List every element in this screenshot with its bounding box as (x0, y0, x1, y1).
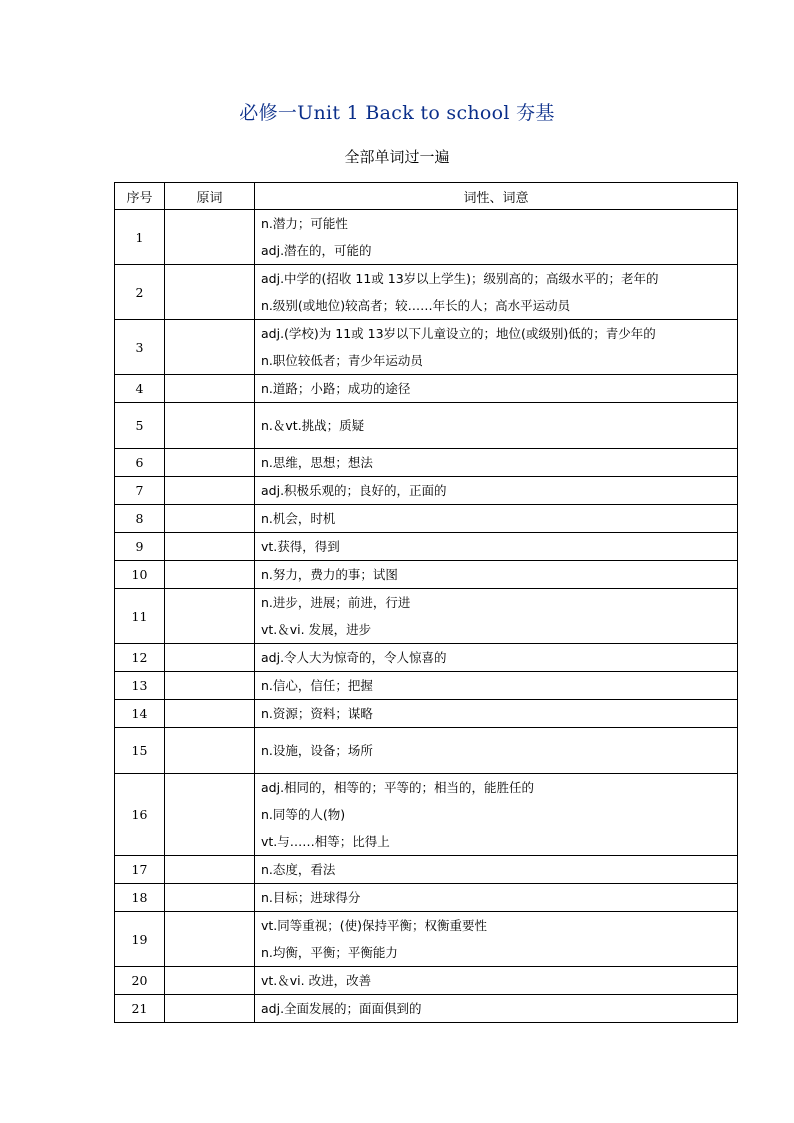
table-row (115, 856, 738, 884)
meaning-line: vt.＆vi. 发展，进步 (261, 622, 372, 637)
row-number: 6 (115, 449, 165, 477)
header-number: 序号 (115, 183, 165, 210)
meaning-cell (255, 856, 738, 884)
table-row (115, 700, 738, 728)
header-word: 原词 (165, 183, 255, 210)
table-row (115, 672, 738, 700)
table-row (115, 728, 738, 774)
table-row (115, 477, 738, 505)
table-row (115, 589, 738, 644)
row-number: 9 (115, 533, 165, 561)
header-meaning: 词性、词意 (255, 183, 738, 210)
meaning-line: n.资源；资料；谋略 (261, 706, 373, 721)
row-number: 8 (115, 505, 165, 533)
word-cell[interactable] (165, 967, 255, 995)
meaning-line: n.努力，费力的事；试图 (261, 567, 398, 582)
meaning-cell (255, 375, 738, 403)
meaning-cell (255, 403, 738, 449)
vocabulary-table (114, 182, 738, 1023)
meaning-line: n.设施，设备；场所 (261, 743, 373, 758)
meaning-line: adj.(学校)为 11或 13岁以下儿童设立的；地位(或级别)低的；青少年的 (261, 326, 656, 341)
word-cell[interactable] (165, 644, 255, 672)
word-cell[interactable] (165, 856, 255, 884)
meaning-cell (255, 210, 738, 265)
row-number: 4 (115, 375, 165, 403)
row-number: 3 (115, 320, 165, 375)
meaning-cell (255, 774, 738, 856)
table-row (115, 644, 738, 672)
row-number: 1 (115, 210, 165, 265)
meaning-cell (255, 265, 738, 320)
meaning-line: adj.全面发展的；面面俱到的 (261, 1001, 422, 1016)
table-row (115, 265, 738, 320)
meaning-line: n.道路；小路；成功的途径 (261, 381, 411, 396)
word-cell[interactable] (165, 449, 255, 477)
meaning-line: n.职位较低者；青少年运动员 (261, 353, 423, 368)
row-number: 21 (115, 995, 165, 1023)
word-cell[interactable] (165, 589, 255, 644)
meaning-cell (255, 505, 738, 533)
word-cell[interactable] (165, 533, 255, 561)
row-number: 13 (115, 672, 165, 700)
meaning-cell (255, 477, 738, 505)
meaning-line: adj.潜在的，可能的 (261, 243, 372, 258)
meaning-line: adj.令人大为惊奇的，令人惊喜的 (261, 650, 447, 665)
row-number: 16 (115, 774, 165, 856)
row-number: 11 (115, 589, 165, 644)
table-body (115, 210, 738, 1023)
meaning-line: n.进步，进展；前进，行进 (261, 595, 411, 610)
meaning-line: vt.同等重视；(使)保持平衡；权衡重要性 (261, 918, 488, 933)
word-cell[interactable] (165, 884, 255, 912)
meaning-line: adj.积极乐观的；良好的，正面的 (261, 483, 447, 498)
meaning-cell (255, 533, 738, 561)
meaning-line: n.同等的人(物) (261, 807, 346, 822)
table-row (115, 912, 738, 967)
word-cell[interactable] (165, 505, 255, 533)
row-number: 18 (115, 884, 165, 912)
row-number: 19 (115, 912, 165, 967)
meaning-line: n.潜力；可能性 (261, 216, 348, 231)
table-row (115, 375, 738, 403)
meaning-line: n.目标；进球得分 (261, 890, 361, 905)
meaning-cell (255, 700, 738, 728)
word-cell[interactable] (165, 320, 255, 375)
table-row (115, 533, 738, 561)
meaning-cell (255, 728, 738, 774)
row-number: 15 (115, 728, 165, 774)
meaning-cell (255, 995, 738, 1023)
meaning-line: adj.中学的(招收 11或 13岁以上学生)；级别高的；高级水平的；老年的 (261, 271, 659, 286)
word-cell[interactable] (165, 403, 255, 449)
word-cell[interactable] (165, 561, 255, 589)
row-number: 7 (115, 477, 165, 505)
table-row (115, 403, 738, 449)
meaning-line: n.均衡，平衡；平衡能力 (261, 945, 398, 960)
table-row (115, 774, 738, 856)
meaning-cell (255, 320, 738, 375)
meaning-line: n.思维，思想；想法 (261, 455, 373, 470)
meaning-line: n.态度，看法 (261, 862, 336, 877)
meaning-line: adj.相同的，相等的；平等的；相当的，能胜任的 (261, 780, 535, 795)
meaning-cell (255, 967, 738, 995)
word-cell[interactable] (165, 728, 255, 774)
word-cell[interactable] (165, 477, 255, 505)
meaning-line: n.机会，时机 (261, 511, 336, 526)
meaning-cell (255, 672, 738, 700)
meaning-cell (255, 912, 738, 967)
word-cell[interactable] (165, 700, 255, 728)
row-number: 20 (115, 967, 165, 995)
table-row (115, 967, 738, 995)
page-title: 必修一Unit 1 Back to school 夯基 (239, 102, 555, 124)
row-number: 2 (115, 265, 165, 320)
meaning-line: n.＆vt.挑战；质疑 (261, 418, 365, 433)
row-number: 12 (115, 644, 165, 672)
meaning-line: n.级别(或地位)较高者；较……年长的人；高水平运动员 (261, 298, 571, 313)
word-cell[interactable] (165, 210, 255, 265)
page-subtitle: 全部单词过一遍 (344, 148, 450, 166)
meaning-cell (255, 561, 738, 589)
meaning-cell (255, 884, 738, 912)
table-row (115, 449, 738, 477)
word-cell[interactable] (165, 672, 255, 700)
row-number: 14 (115, 700, 165, 728)
meaning-cell (255, 449, 738, 477)
table-row (115, 995, 738, 1023)
word-cell[interactable] (165, 912, 255, 967)
word-cell[interactable] (165, 995, 255, 1023)
meaning-cell (255, 644, 738, 672)
table-row (115, 884, 738, 912)
table-row (115, 210, 738, 265)
meaning-line: vt.与……相等；比得上 (261, 834, 390, 849)
word-cell[interactable] (165, 265, 255, 320)
table-row (115, 561, 738, 589)
meaning-line: n.信心，信任；把握 (261, 678, 373, 693)
meaning-line: vt.获得，得到 (261, 539, 340, 554)
row-number: 5 (115, 403, 165, 449)
table-row (115, 505, 738, 533)
meaning-line: vt.＆vi. 改进，改善 (261, 973, 372, 988)
word-cell[interactable] (165, 774, 255, 856)
row-number: 10 (115, 561, 165, 589)
meaning-cell (255, 589, 738, 644)
table-row (115, 320, 738, 375)
word-cell[interactable] (165, 375, 255, 403)
table-header-row (115, 183, 738, 210)
row-number: 17 (115, 856, 165, 884)
